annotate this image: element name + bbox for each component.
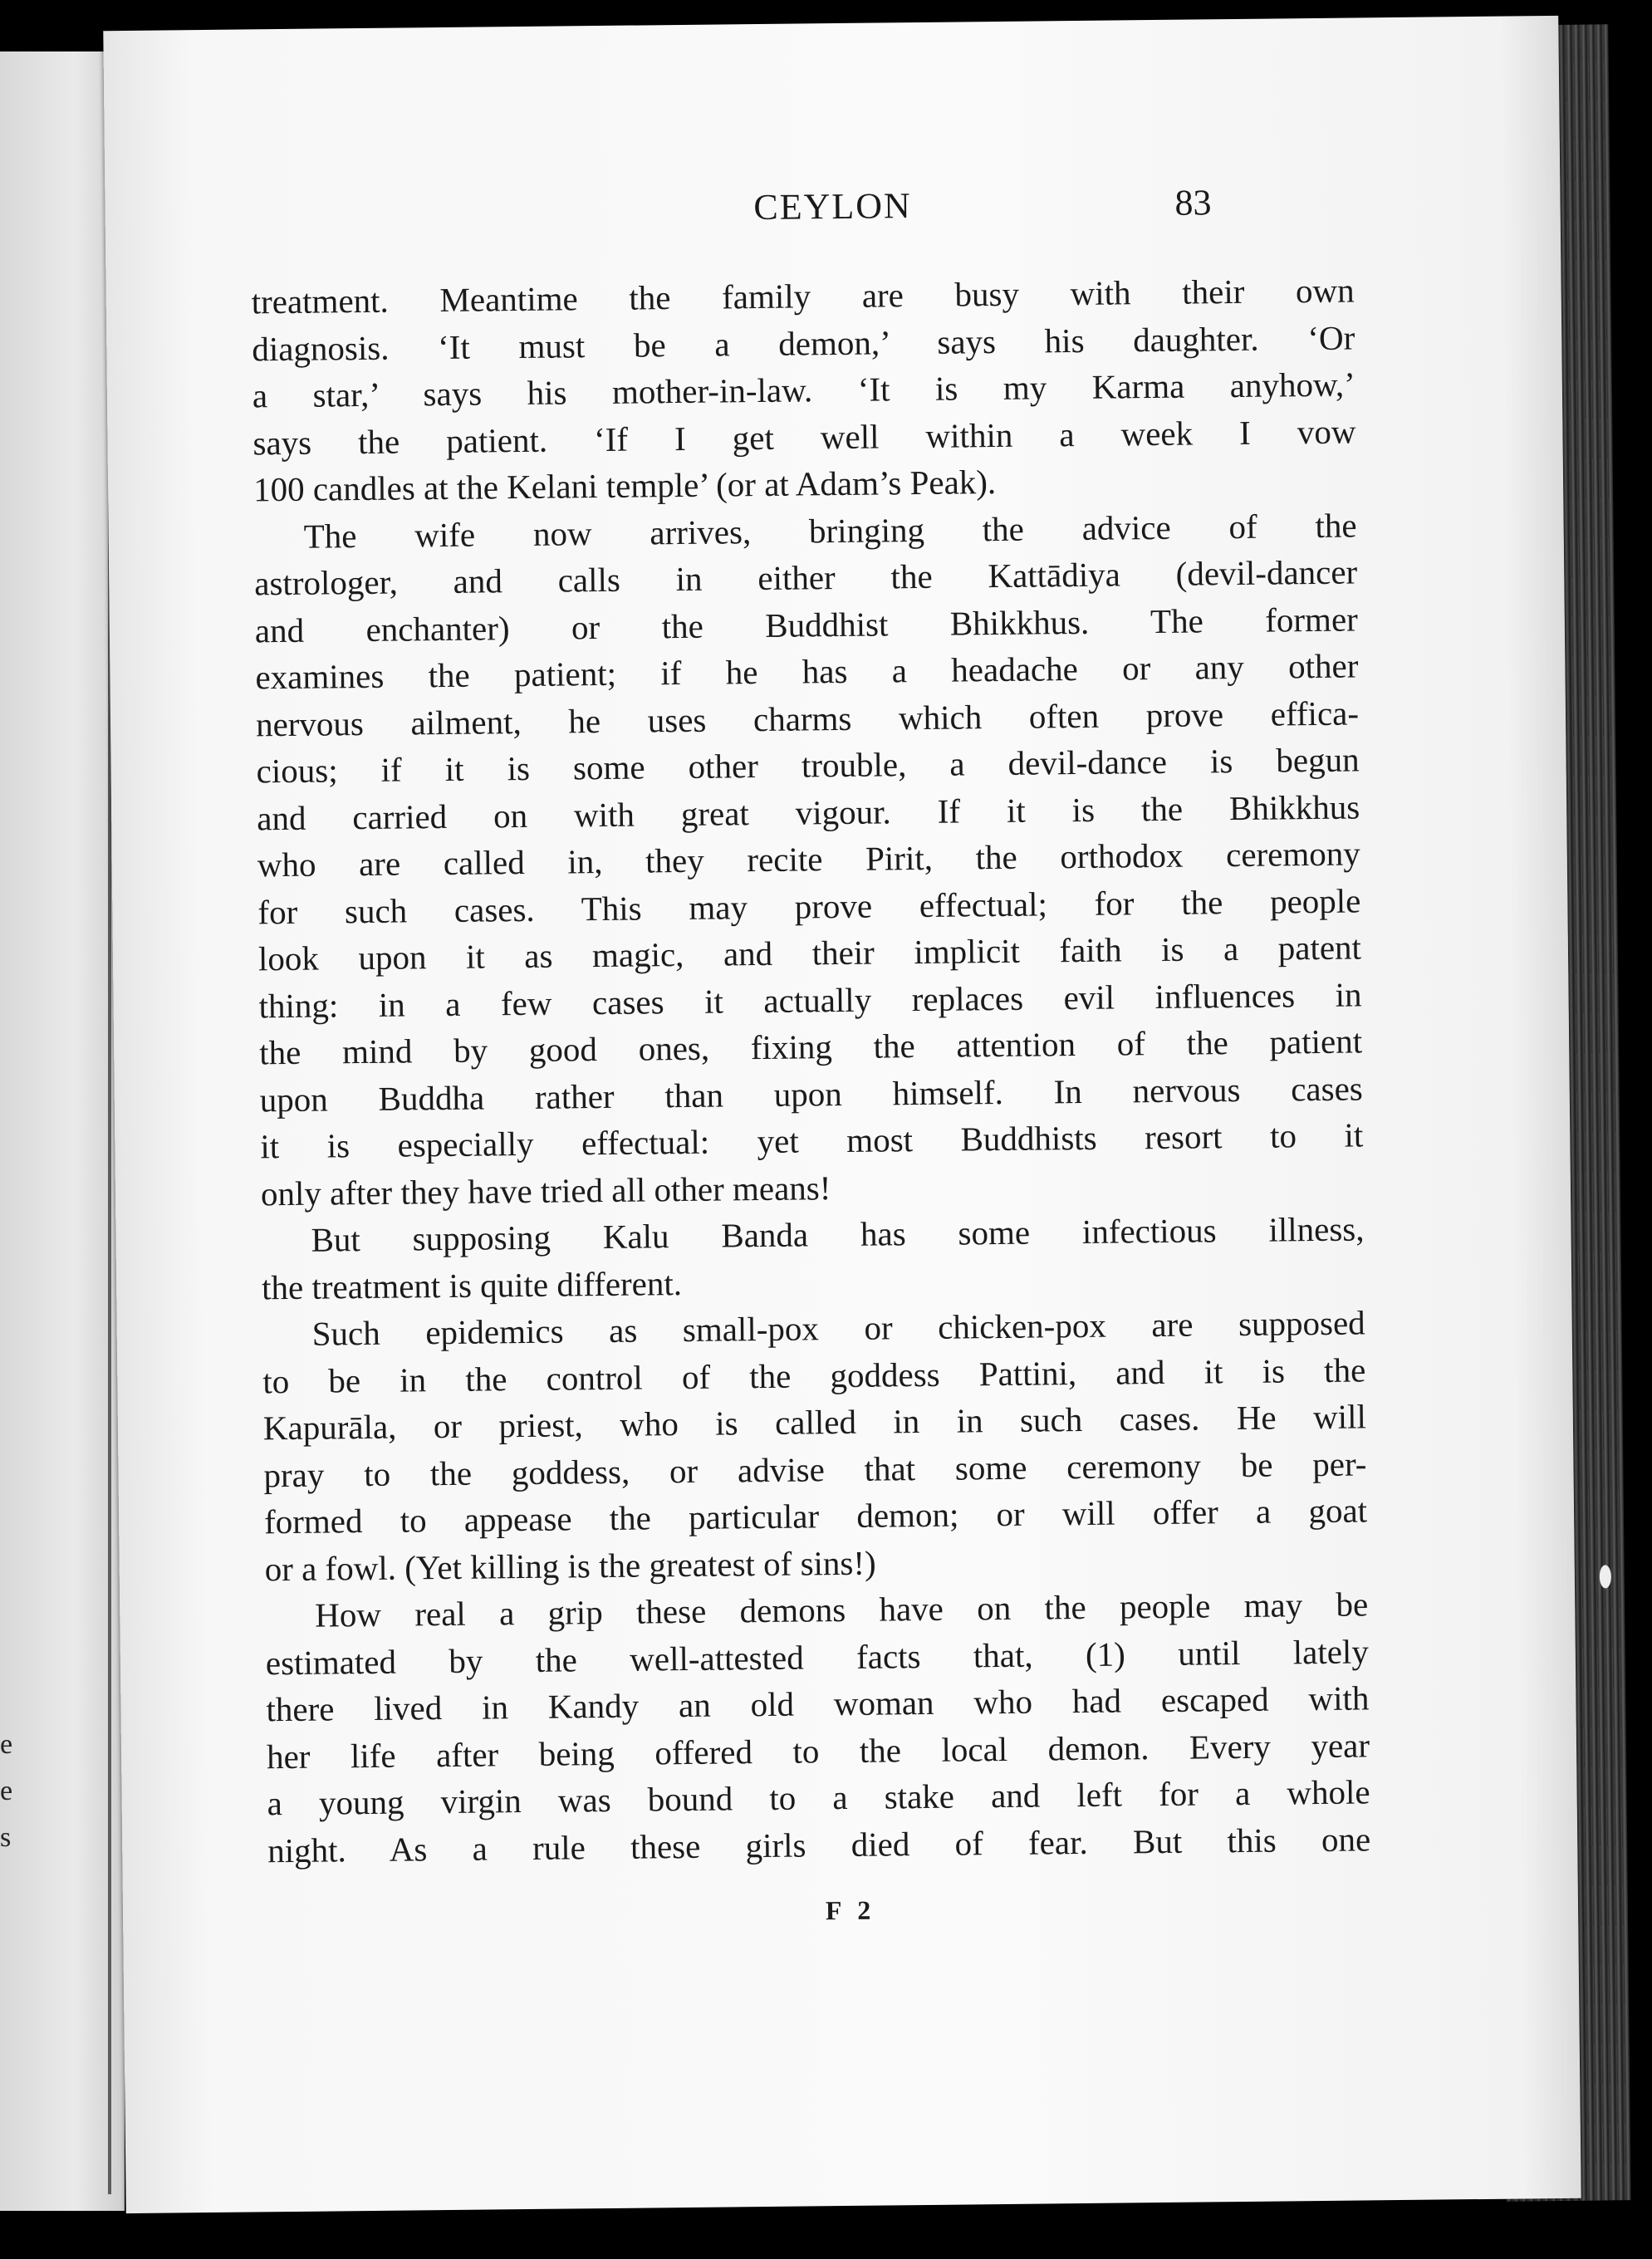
page-number: 83 — [1174, 182, 1212, 223]
text-line: there lived in Kandy an old woman who had escaped with — [266, 1678, 1370, 1729]
text-line: says the patient. ‘If I get well within a week I vow — [252, 411, 1356, 462]
text-line: Kapurāla, or priest, who is called in in such cases. He will — [262, 1397, 1367, 1448]
text-line: or a fowl. (Yet killing is the greatest of sins!) — [264, 1543, 876, 1588]
text-line: a young virgin was bound to a stake and left for a whole — [267, 1772, 1370, 1823]
text-line: diagnosis. ‘It must be a demon,’ says his daughter. ‘Or — [252, 317, 1355, 368]
text-line: astrologer, and calls in either the Kattādiya (devil-dancer — [254, 552, 1358, 603]
running-title: CEYLON — [753, 185, 913, 228]
text-line: 100 candles at the Kelani temple’ (or at Adam’s Peak). — [252, 463, 997, 509]
text-line: to be in the control of the goddess Pattini, and it is the — [262, 1350, 1366, 1400]
text-line: pray to the goddess, or advise that some ceremony be per- — [263, 1443, 1367, 1494]
text-line: the treatment is quite different. — [261, 1263, 683, 1306]
left-page-edge-char: s — [0, 1822, 12, 1853]
text-line: formed to appease the particular demon; or will offer a goat — [263, 1491, 1368, 1541]
text-line: examines the patient; if he has a headache or any other — [255, 646, 1359, 697]
text-line: estimated by the well-attested facts that, (1) until lately — [265, 1631, 1370, 1682]
page-edge-speck — [1600, 1565, 1611, 1588]
left-page-fragment — [0, 51, 125, 2211]
text-line: But supposing Kalu Banda has some infectious illness, — [311, 1209, 1365, 1259]
left-page-edge-char: e — [0, 1776, 13, 1806]
signature-mark: F 2 — [825, 1894, 876, 1926]
text-line: The wife now arrives, bringing the advice of the — [303, 505, 1357, 556]
book-page — [103, 16, 1581, 2213]
left-page-edge-char: e — [0, 1729, 13, 1760]
text-line: it is especially effectual: yet most Buddhists resort to it — [260, 1115, 1364, 1166]
text-line: her life after being offered to the local demon. Every year — [266, 1725, 1370, 1776]
text-line: Such epidemics as small-pox or chicken-pox are supposed — [311, 1303, 1365, 1353]
text-line: How real a grip these demons have on the people may be — [315, 1585, 1369, 1634]
text-line: and enchanter) or the Buddhist Bhikkhus. The former — [254, 599, 1359, 649]
text-line: upon Buddha rather than upon himself. In nervous cases — [259, 1068, 1363, 1119]
text-line: look upon it as magic, and their implicit faith is a patent — [257, 928, 1362, 978]
text-line: for such cases. This may prove effectual; for the people — [257, 880, 1361, 931]
text-line: thing: in a few cases it actually replaces evil influences in — [258, 974, 1362, 1025]
text-line: night. As a rule these girls died of fear. But this one — [267, 1819, 1371, 1869]
running-head — [105, 178, 1561, 251]
text-line: and carried on with great vigour. If it is the Bhikkhus — [256, 786, 1360, 837]
text-line: the mind by good ones, fixing the attention of the patient — [258, 1022, 1363, 1072]
text-line: only after they have tried all other means! — [260, 1168, 831, 1213]
text-line: cious; if it is some other trouble, a devil-dance is begun — [256, 740, 1360, 791]
body-text — [251, 267, 1370, 1874]
text-line: nervous ailment, he uses charms which often prove effica- — [255, 693, 1360, 743]
text-line: treatment. Meantime the family are busy with their own — [251, 271, 1355, 321]
text-line: who are called in, they recite Pirit, the orthodox ceremony — [257, 834, 1360, 884]
text-line: a star,’ says his mother-in-law. ‘It is my Karma anyhow,’ — [252, 365, 1356, 415]
